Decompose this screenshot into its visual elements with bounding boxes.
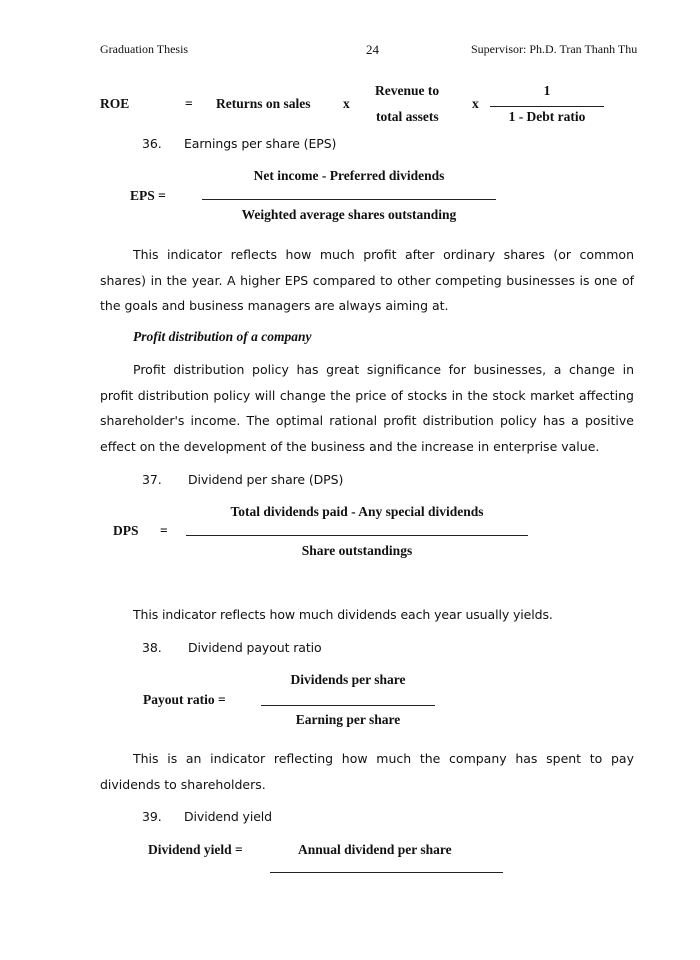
paragraph-dps-explanation: This indicator reflects how much dividends each year usually yields. bbox=[133, 607, 553, 622]
roe-times-1: x bbox=[343, 96, 350, 111]
eps-numerator: Net income - Preferred dividends bbox=[253, 168, 445, 183]
dps-heading: Dividend per share (DPS) bbox=[188, 472, 344, 487]
roe-times-2: x bbox=[472, 96, 479, 111]
dps-numerator: Total dividends paid - Any special dividends bbox=[230, 504, 484, 519]
page-number: 24 bbox=[366, 42, 379, 57]
paragraph-eps-explanation: This indicator reflects how much profit after ordinary shares (or common shares) in the year. A higher EPS compared to other competing businesses is one of the goals and business managers are always aiming at. bbox=[100, 247, 634, 313]
roe-label: ROE bbox=[100, 96, 130, 111]
yield-numerator: Annual dividend per share bbox=[298, 842, 452, 857]
roe-fraction-denominator: 1 - Debt ratio bbox=[508, 109, 586, 124]
dps-heading-number: 37. bbox=[142, 472, 162, 487]
paragraph-payout-explanation: This is an indicator reflecting how much the company has spent to pay dividends to shareholders. bbox=[100, 751, 634, 792]
payout-label: Payout ratio = bbox=[143, 692, 226, 707]
payout-fraction-line bbox=[261, 705, 435, 706]
payout-denominator: Earning per share bbox=[295, 712, 401, 727]
roe-fraction-numerator: 1 bbox=[543, 83, 551, 98]
yield-fraction-line bbox=[270, 872, 503, 873]
eps-denominator: Weighted average shares outstanding bbox=[241, 207, 457, 222]
eps-heading-number: 36. bbox=[142, 136, 162, 151]
roe-term-revenue-to: Revenue to bbox=[375, 83, 440, 98]
yield-label: Dividend yield = bbox=[148, 842, 243, 857]
roe-term-total-assets: total assets bbox=[376, 109, 439, 124]
dps-label: DPS bbox=[113, 523, 139, 538]
payout-heading-number: 38. bbox=[142, 640, 162, 655]
payout-numerator: Dividends per share bbox=[290, 672, 406, 687]
dps-denominator: Share outstandings bbox=[301, 543, 413, 558]
eps-heading: Earnings per share (EPS) bbox=[184, 136, 337, 151]
header-right: Supervisor: Ph.D. Tran Thanh Thu bbox=[471, 42, 638, 56]
header-left: Graduation Thesis bbox=[100, 42, 189, 56]
yield-heading-number: 39. bbox=[142, 809, 162, 824]
roe-fraction-line bbox=[490, 106, 604, 107]
yield-heading: Dividend yield bbox=[184, 809, 272, 824]
eps-label: EPS = bbox=[130, 188, 166, 203]
eps-fraction-line bbox=[202, 199, 496, 200]
roe-term-returns-on-sales: Returns on sales bbox=[216, 96, 311, 111]
paragraph-profit-distribution: Profit distribution policy has great significance for businesses, a change in profit distribution policy will change the price of stocks in the stock market affecting shareholder's income. The optimal rational profit distribution policy has a positive effect on the development of the business and the increase in enterprise value. bbox=[100, 362, 634, 454]
dps-fraction-line bbox=[186, 535, 528, 536]
roe-equals: = bbox=[185, 96, 193, 111]
dps-equals: = bbox=[160, 523, 168, 538]
section-title: Profit distribution of a company bbox=[133, 329, 312, 344]
payout-heading: Dividend payout ratio bbox=[188, 640, 322, 655]
